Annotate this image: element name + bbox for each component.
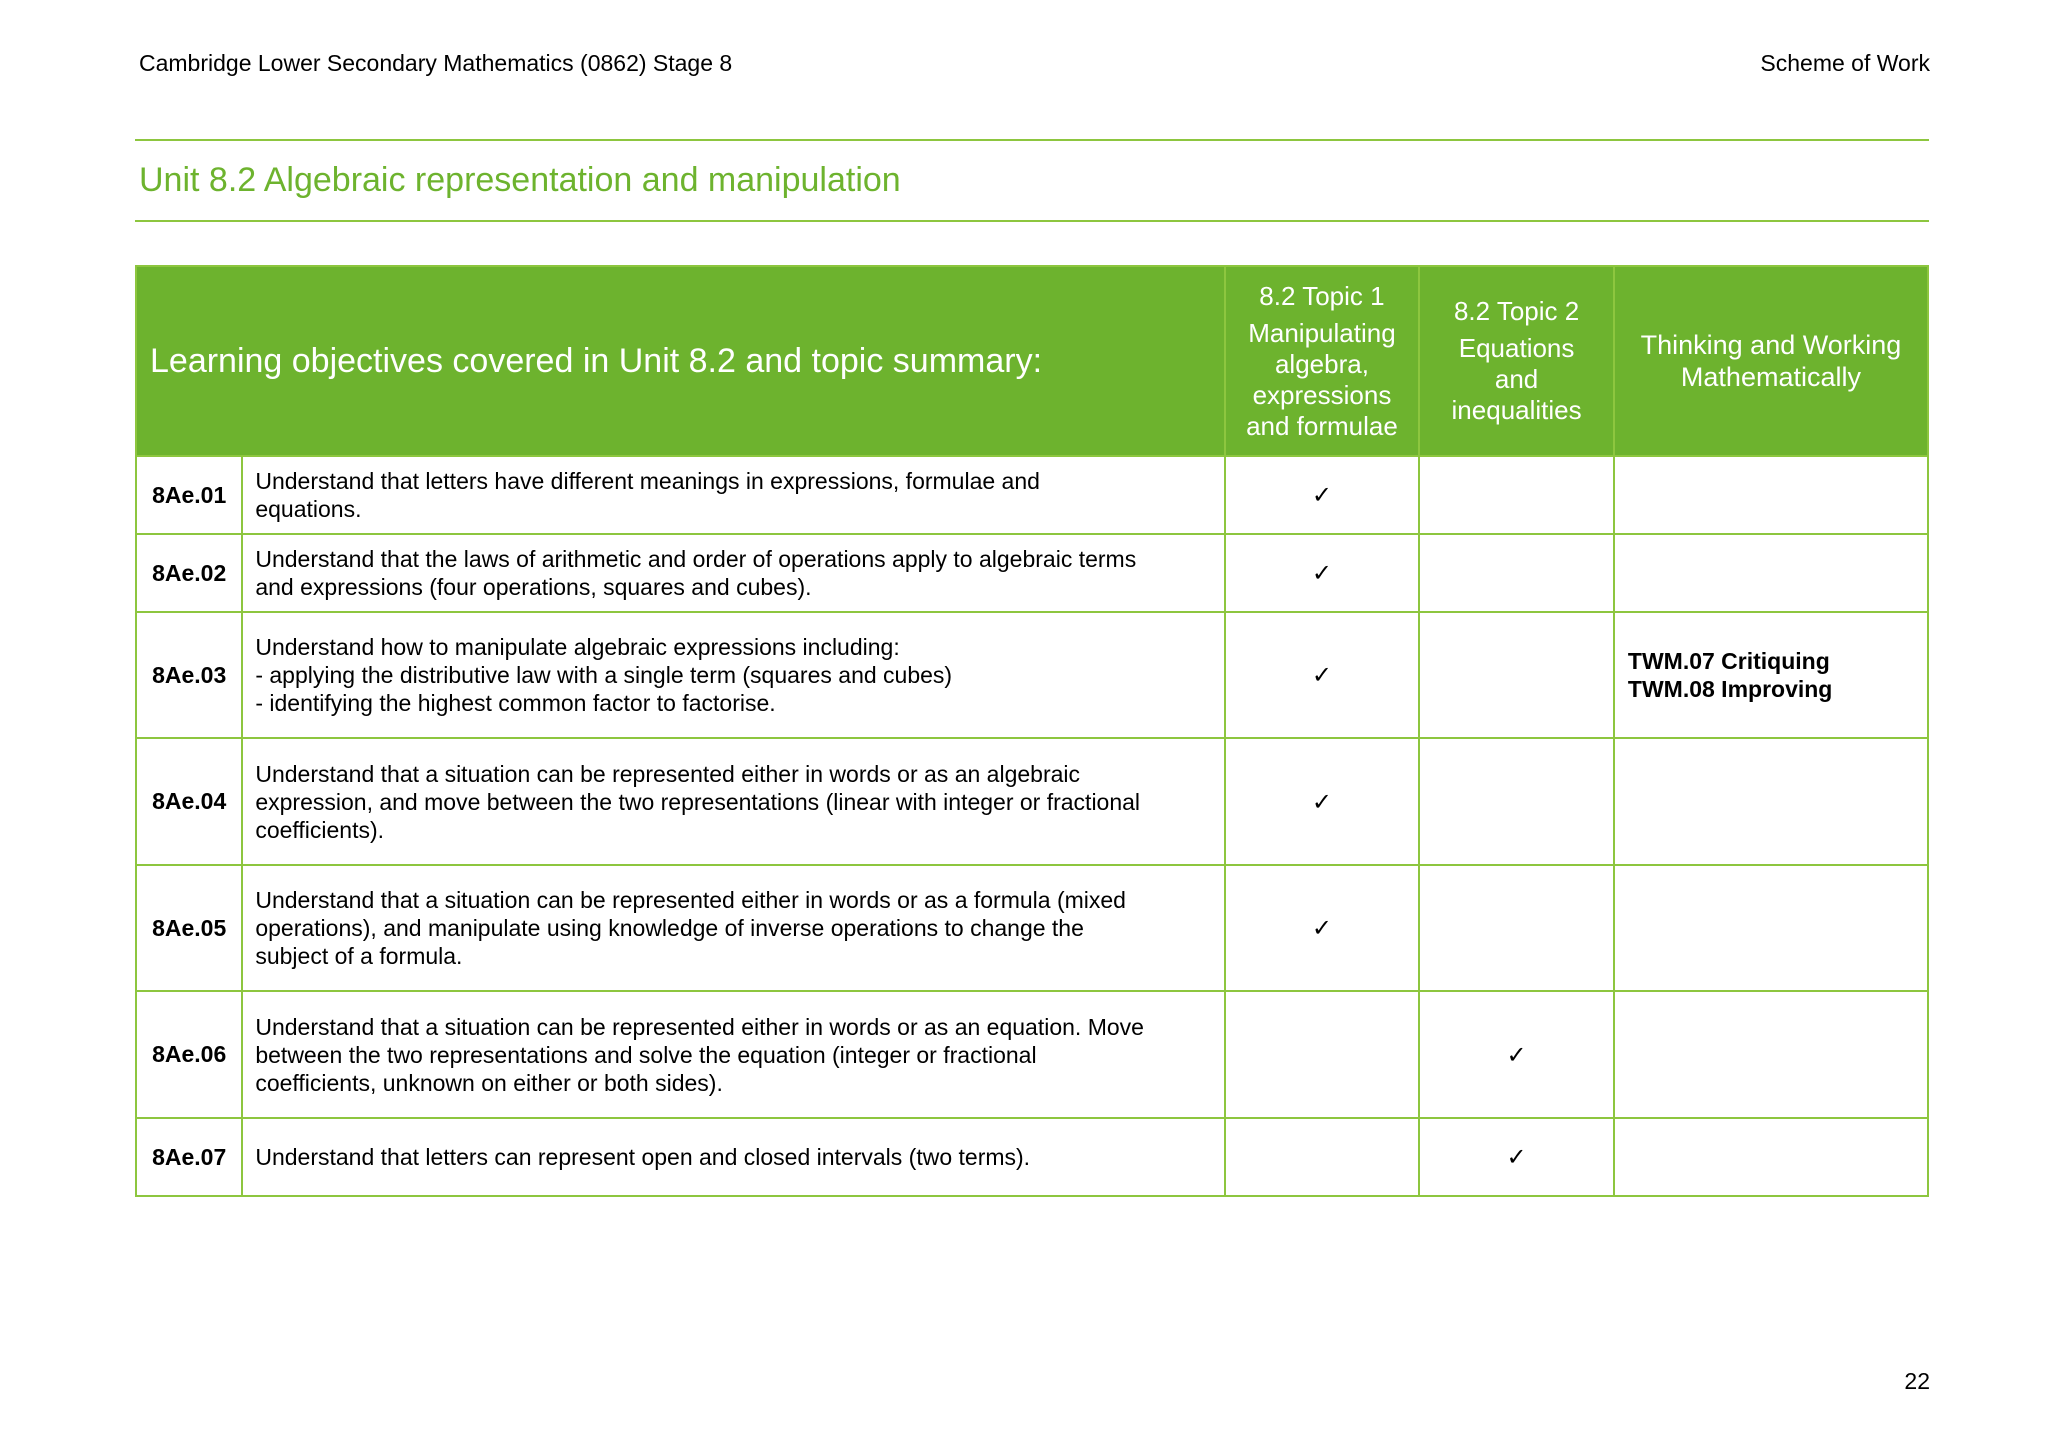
description-line: and expressions (four operations, squares and cubes). — [255, 574, 812, 600]
topic-2-name-line: and — [1494, 364, 1539, 394]
topic-1-check: ✓ — [1225, 738, 1420, 865]
objective-code: 8Ae.02 — [136, 534, 242, 612]
twm-header-line: Thinking and Working — [1640, 330, 1902, 360]
twm-cell — [1614, 456, 1928, 534]
description-line: Understand that the laws of arithmetic and order of operations apply to algebraic terms — [255, 546, 1137, 572]
topic-1-name-line: Manipulating — [1248, 317, 1396, 348]
twm-cell — [1614, 534, 1928, 612]
description-line: between the two representations and solve the equation (integer or fractional — [255, 1041, 1037, 1068]
document-header-type: Scheme of Work — [1760, 50, 1930, 76]
description-line: Understand that letters have different meanings in expressions, formulae and — [255, 468, 1040, 494]
description-line: - applying the distributive law with a single term (squares and cubes) — [255, 662, 953, 688]
topic-1-name — [1226, 318, 1419, 442]
twm-cell — [1614, 1118, 1928, 1196]
objective-code: 8Ae.05 — [136, 865, 242, 991]
description-line: equations. — [255, 496, 362, 522]
objective-description — [242, 456, 1224, 534]
topic-2-number: 8.2 Topic 2 — [1453, 296, 1580, 326]
topic-1-name-line: algebra, — [1274, 348, 1369, 379]
learning-objectives-table — [135, 265, 1929, 1197]
objective-description — [242, 738, 1224, 865]
table-header-row — [136, 266, 1928, 456]
topic-2-check: ✓ — [1419, 1118, 1614, 1196]
topic-2-check — [1419, 534, 1614, 612]
table-row — [136, 738, 1928, 865]
topic-1-header — [1225, 266, 1420, 456]
objective-description — [242, 534, 1224, 612]
table-row — [136, 865, 1928, 991]
twm-header-line: Mathematically — [1680, 362, 1861, 392]
topic-1-check: ✓ — [1225, 534, 1420, 612]
topic-1-check — [1225, 1118, 1420, 1196]
objective-code: 8Ae.04 — [136, 738, 242, 865]
table-row — [136, 534, 1928, 612]
table-row — [136, 991, 1928, 1118]
description-line: coefficients, unknown on either or both sides). — [255, 1069, 723, 1096]
topic-1-number: 8.2 Topic 1 — [1259, 280, 1385, 311]
description-line: Understand that a situation can be represented either in words or as a formula (mixed — [255, 887, 1126, 913]
topic-1-check — [1225, 991, 1420, 1118]
topic-2-name-line: inequalities — [1451, 395, 1582, 425]
description-line: - identifying the highest common factor to factorise. — [255, 690, 776, 716]
objective-description — [242, 1118, 1224, 1196]
table-row — [136, 1118, 1928, 1196]
topic-2-header — [1419, 266, 1614, 456]
topic-1-name-line: and formulae — [1246, 410, 1398, 441]
objective-description — [242, 865, 1224, 991]
topic-2-check — [1419, 865, 1614, 991]
table-row — [136, 612, 1928, 738]
document-header-title: Cambridge Lower Secondary Mathematics (0862) Stage 8 — [139, 50, 733, 76]
twm-cell — [1614, 738, 1928, 865]
twm-cell — [1614, 865, 1928, 991]
bottom-divider — [135, 220, 1929, 222]
description-line: Understand that a situation can be represented either in words or as an equation. Move — [255, 1013, 1144, 1040]
topic-2-check: ✓ — [1419, 991, 1614, 1118]
table-row — [136, 456, 1928, 534]
description-line: expression, and move between the two representations (linear with integer or fractional — [255, 788, 1141, 815]
objective-description — [242, 612, 1224, 738]
topic-2-name-line: Equations — [1458, 333, 1575, 363]
twm-cell — [1614, 991, 1928, 1118]
topic-2-check — [1419, 612, 1614, 738]
objective-code: 8Ae.06 — [136, 991, 242, 1118]
table-heading: Learning objectives covered in Unit 8.2 and topic summary: — [136, 266, 1225, 456]
objective-code: 8Ae.07 — [136, 1118, 242, 1196]
topic-1-name-line: expressions — [1252, 379, 1392, 410]
twm-header — [1614, 266, 1928, 456]
unit-title: Unit 8.2 Algebraic representation and manipulation — [139, 161, 901, 199]
topic-2-check — [1419, 456, 1614, 534]
description-line: Understand that letters can represent open and closed intervals (two terms). — [255, 1144, 1031, 1170]
topic-1-check: ✓ — [1225, 612, 1420, 738]
twm-item: TWM.07 Critiquing — [1627, 648, 1830, 674]
topic-1-check: ✓ — [1225, 456, 1420, 534]
description-line: operations), and manipulate using knowledge of inverse operations to change the — [255, 915, 1084, 941]
topic-2-name — [1420, 333, 1613, 426]
page-number: 22 — [1904, 1368, 1930, 1394]
description-line: Understand that a situation can be represented either in words or as an algebraic — [255, 760, 1081, 787]
top-divider — [135, 139, 1929, 141]
objective-code: 8Ae.03 — [136, 612, 242, 738]
description-line: Understand how to manipulate algebraic expressions including: — [255, 634, 900, 660]
twm-cell — [1614, 612, 1928, 738]
description-line: coefficients). — [255, 816, 385, 843]
topic-1-check: ✓ — [1225, 865, 1420, 991]
objective-code: 8Ae.01 — [136, 456, 242, 534]
twm-item: TWM.08 Improving — [1627, 676, 1833, 702]
description-line: subject of a formula. — [255, 943, 463, 969]
objective-description — [242, 991, 1224, 1118]
topic-2-check — [1419, 738, 1614, 865]
